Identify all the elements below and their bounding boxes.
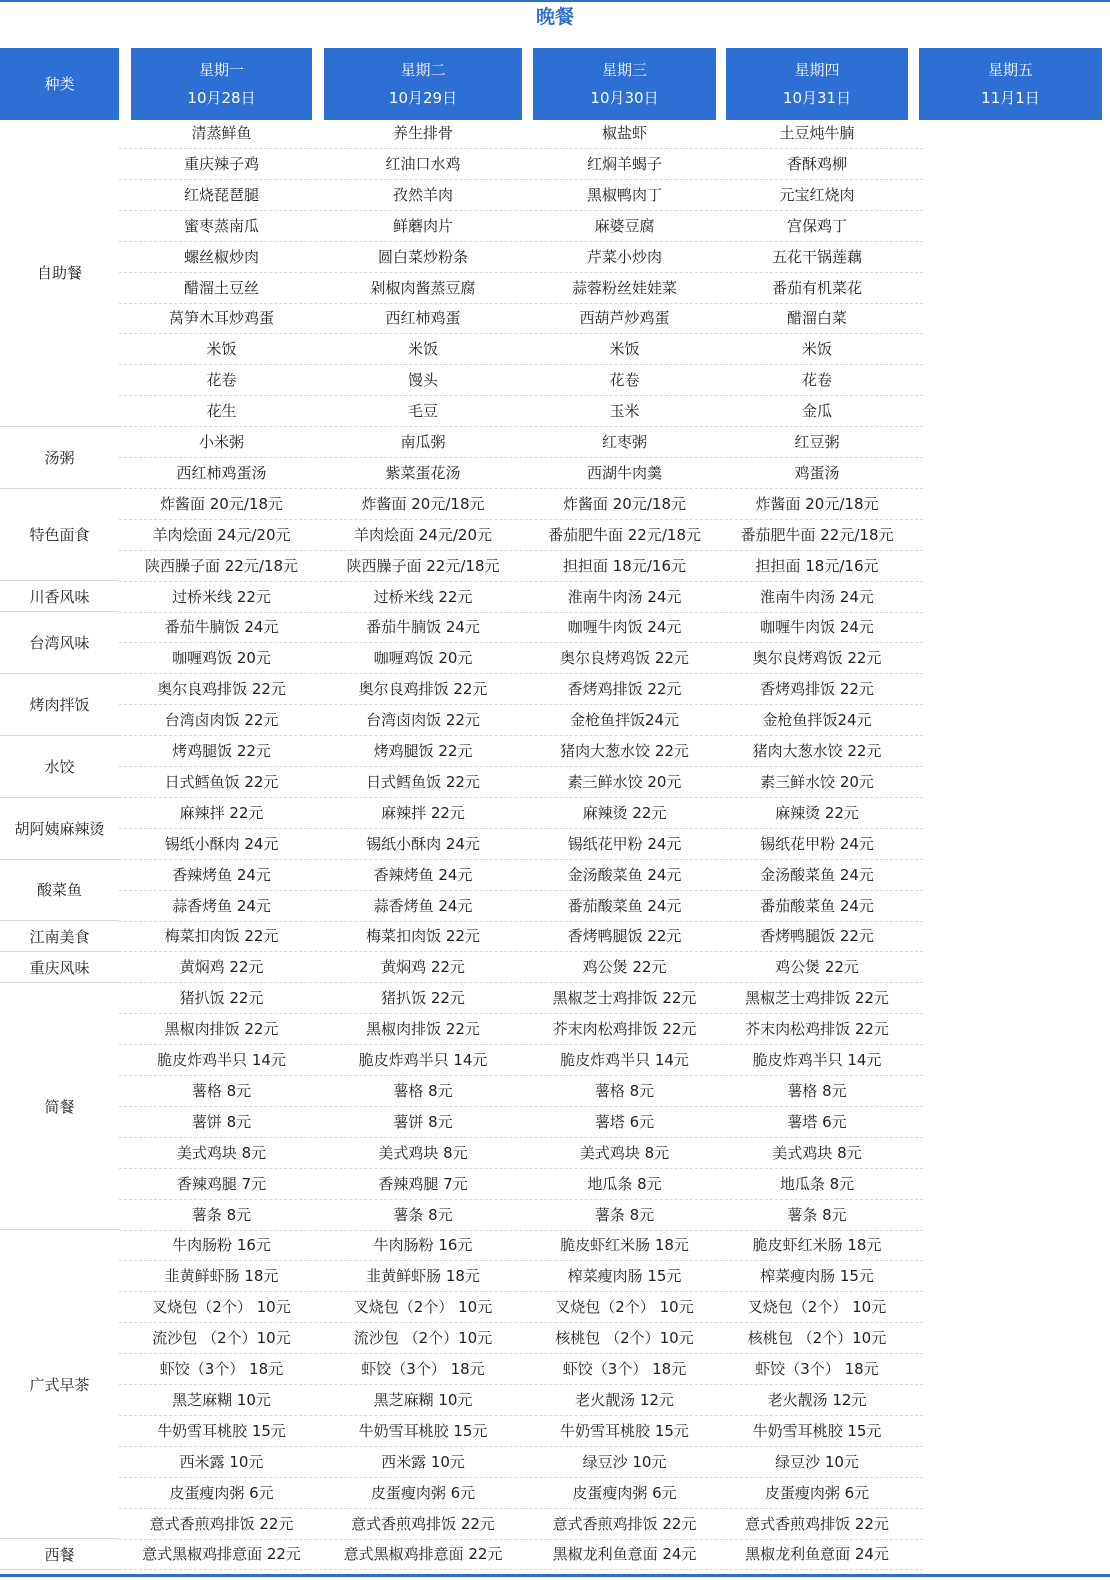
menu-item-day-2: 红油口水鸡 (385, 154, 461, 173)
menu-item-day-4: 猪肉大葱水饺 22元 (752, 742, 882, 760)
menu-item-day-4: 黑椒龙利鱼意面 24元 (745, 1545, 889, 1564)
menu-item-day-3: 西湖牛肉羹 (586, 463, 662, 482)
table-row (119, 1230, 923, 1261)
category-label: 简餐 (44, 1097, 75, 1116)
menu-item-day-1: 陕西臊子面 22元/18元 (145, 556, 298, 575)
menu-item-day-2: 黑椒肉排饭 22元 (366, 1020, 480, 1039)
menu-item-day-1: 花生 (206, 402, 237, 421)
header-date: 10月28日 (187, 89, 256, 107)
category-cell (0, 427, 119, 489)
menu-item-day-3: 牛奶雪耳桃胶 15元 (560, 1421, 689, 1440)
menu-item-day-2: 馒头 (407, 371, 438, 390)
table-row (119, 1416, 923, 1447)
menu-item-day-2: 养生排骨 (392, 124, 453, 142)
menu-item-day-4: 脆皮虾红米肠 18元 (752, 1236, 882, 1255)
menu-item-day-3: 猪肉大葱水饺 22元 (560, 742, 689, 760)
menu-item-day-2: 梅菜扣肉饭 22元 (366, 927, 480, 946)
menu-item-day-1: 皮蛋瘦肉粥 6元 (169, 1483, 274, 1502)
menu-item-day-4: 叉烧包（2个） 10元 (747, 1298, 887, 1317)
menu-item-day-1: 过桥米线 22元 (172, 587, 271, 606)
table-row (119, 1107, 923, 1138)
menu-item-day-3: 脆皮炸鸡半只 14元 (560, 1051, 689, 1069)
header-date: 10月30日 (590, 89, 659, 107)
menu-item-day-1: 流沙包 （2个）10元 (152, 1329, 291, 1348)
table-row (119, 921, 923, 952)
category-label: 特色面食 (29, 526, 90, 545)
menu-item-day-2: 羊肉烩面 24元/20元 (354, 525, 492, 544)
category-label: 汤粥 (44, 448, 75, 467)
menu-item-day-4: 地瓜条 8元 (779, 1174, 855, 1193)
menu-item-day-1: 小米粥 (198, 433, 244, 451)
header-date: 11月1日 (981, 89, 1040, 107)
menu-item-day-4: 担担面 18元/16元 (755, 556, 879, 575)
header-weekday: 星期三 (601, 61, 647, 79)
menu-item-day-2: 蒜香烤鱼 24元 (373, 896, 473, 915)
menu-item-day-3: 虾饺（3个） 18元 (562, 1360, 687, 1378)
table-row (119, 1292, 923, 1323)
menu-item-day-3: 咖喱牛肉饭 24元 (567, 618, 682, 637)
table-row (119, 1539, 923, 1570)
menu-item-day-2: 日式鳕鱼饭 22元 (366, 772, 480, 791)
menu-item-day-3: 芹菜小炒肉 (586, 247, 662, 266)
menu-item-day-2: 韭黄鲜虾肠 18元 (366, 1267, 480, 1286)
menu-item-day-2: 烤鸡腿饭 22元 (373, 742, 473, 760)
menu-item-day-4: 薯条 8元 (787, 1205, 847, 1224)
menu-item-day-3: 地瓜条 8元 (587, 1174, 662, 1193)
menu-item-day-4: 香烤鸭腿饭 22元 (760, 927, 874, 946)
header-date: 10月29日 (388, 89, 458, 107)
menu-item-day-4: 花卷 (801, 371, 832, 390)
menu-item-day-2: 薯格 8元 (393, 1081, 453, 1100)
menu-item-day-2: 炸酱面 20元/18元 (361, 494, 485, 513)
menu-item-day-3: 薯条 8元 (594, 1205, 655, 1224)
menu-item-day-1: 红烧琵琶腿 (183, 185, 259, 204)
menu-item-day-2: 陕西臊子面 22元/18元 (346, 556, 500, 575)
menu-item-day-2: 番茄牛腩饭 24元 (366, 618, 480, 637)
menu-item-day-1: 炸酱面 20元/18元 (160, 494, 283, 513)
menu-item-day-4: 土豆炖牛腩 (779, 124, 855, 142)
menu-item-day-4: 美式鸡块 8元 (772, 1143, 862, 1162)
table-row (119, 736, 923, 767)
category-cell (0, 860, 119, 922)
header-weekday: 星期一 (198, 61, 244, 79)
menu-item-day-3: 红枣粥 (601, 433, 647, 451)
table-row (119, 1323, 923, 1354)
menu-item-day-1: 螺丝椒炒肉 (183, 247, 259, 266)
menu-item-day-3: 叉烧包（2个） 10元 (555, 1298, 694, 1317)
menu-item-day-2: 皮蛋瘦肉粥 6元 (370, 1483, 476, 1502)
table-row (119, 396, 923, 427)
menu-item-day-3: 黑椒龙利鱼意面 24元 (552, 1545, 697, 1564)
menu-item-day-2: 西米露 10元 (381, 1452, 465, 1471)
category-cell (0, 582, 119, 613)
menu-item-day-2: 黑芝麻糊 10元 (373, 1390, 473, 1409)
menu-item-day-3: 奥尔良烤鸡饭 22元 (560, 649, 689, 668)
menu-item-day-2: 薯饼 8元 (393, 1112, 453, 1131)
menu-item-day-4: 麻辣烫 22元 (775, 803, 859, 822)
menu-item-day-2: 香辣鸡腿 7元 (378, 1174, 468, 1193)
header-weekday: 星期二 (400, 61, 446, 79)
menu-item-day-1: 薯格 8元 (191, 1081, 252, 1100)
menu-item-day-2: 薯条 8元 (393, 1205, 453, 1224)
menu-item-day-4: 绿豆沙 10元 (775, 1452, 859, 1471)
menu-item-day-1: 台湾卤肉饭 22元 (164, 711, 279, 730)
header-day-4 (726, 48, 908, 120)
menu-item-day-3: 锡纸花甲粉 24元 (567, 834, 682, 853)
category-label: 西餐 (44, 1545, 75, 1564)
menu-item-day-1: 黑芝麻糊 10元 (172, 1390, 271, 1409)
table-row (119, 798, 923, 829)
table-row (119, 1509, 923, 1540)
table-row (119, 273, 923, 304)
menu-item-day-4: 咖喱牛肉饭 24元 (760, 618, 874, 637)
menu-item-day-1: 意式香煎鸡排饭 22元 (149, 1514, 294, 1533)
menu-item-day-1: 意式黑椒鸡排意面 22元 (142, 1545, 301, 1564)
menu-item-day-2: 过桥米线 22元 (373, 587, 473, 606)
menu-item-day-1: 蒜香烤鱼 24元 (172, 896, 271, 915)
table-row (119, 582, 923, 613)
menu-item-day-2: 美式鸡块 8元 (378, 1143, 468, 1162)
menu-item-day-1: 香辣鸡腿 7元 (176, 1174, 267, 1193)
table-row (119, 1200, 923, 1231)
table-row (119, 1076, 923, 1107)
menu-item-day-1: 黑椒肉排饭 22元 (164, 1020, 279, 1039)
menu-item-day-4: 元宝红烧肉 (779, 185, 855, 204)
table-row (119, 303, 923, 334)
menu-item-day-2: 流沙包 （2个）10元 (353, 1329, 493, 1348)
category-label: 酸菜鱼 (36, 881, 82, 900)
menu-item-day-2: 西红柿鸡蛋 (385, 309, 461, 328)
menu-item-day-4: 老火靓汤 12元 (767, 1390, 867, 1409)
table-row (119, 211, 923, 242)
menu-item-day-2: 黄焖鸡 22元 (381, 958, 465, 977)
table-row (119, 983, 923, 1014)
menu-item-day-2: 意式黑椒鸡排意面 22元 (343, 1545, 503, 1564)
table-row (119, 891, 923, 922)
menu-item-day-2: 虾饺（3个） 18元 (361, 1360, 485, 1378)
menu-item-day-3: 芥末肉松鸡排饭 22元 (552, 1020, 697, 1039)
menu-item-day-4: 番茄肥牛面 22元/18元 (740, 525, 894, 544)
menu-item-day-4: 脆皮炸鸡半只 14元 (752, 1051, 882, 1069)
menu-item-day-2: 毛豆 (407, 402, 438, 421)
header-weekday: 星期五 (987, 61, 1033, 79)
menu-item-day-3: 麻辣烫 22元 (582, 803, 667, 822)
menu-item-day-4: 核桃包 （2个）10元 (747, 1329, 887, 1348)
menu-item-day-4: 奥尔良烤鸡饭 22元 (752, 649, 882, 668)
menu-item-day-4: 薯格 8元 (787, 1081, 847, 1100)
menu-item-day-1: 薯饼 8元 (191, 1112, 252, 1131)
menu-item-day-4: 金枪鱼拌饭24元 (762, 711, 872, 730)
menu-item-day-1: 米饭 (206, 340, 237, 359)
menu-item-day-3: 鸡公煲 22元 (582, 958, 667, 977)
menu-item-day-2: 米饭 (407, 340, 438, 359)
table-row (119, 1169, 923, 1200)
menu-item-day-3: 绿豆沙 10元 (582, 1452, 667, 1471)
category-cell (0, 674, 119, 736)
menu-item-day-3: 淮南牛肉汤 24元 (567, 587, 682, 606)
menu-item-day-3: 老火靓汤 12元 (575, 1390, 674, 1409)
category-label: 自助餐 (36, 263, 82, 282)
table-row (119, 1385, 923, 1416)
category-cell (0, 489, 119, 582)
category-cell (0, 798, 119, 860)
menu-item-day-3: 麻婆豆腐 (594, 216, 655, 235)
table-row (119, 1045, 923, 1076)
menu-item-day-1: 羊肉烩面 24元/20元 (152, 525, 291, 544)
menu-item-day-4: 素三鲜水饺 20元 (760, 772, 874, 791)
menu-item-day-3: 香烤鸡排饭 22元 (567, 680, 682, 699)
header-day-5 (919, 48, 1102, 120)
menu-item-day-4: 炸酱面 20元/18元 (755, 494, 879, 513)
menu-item-day-3: 西葫芦炒鸡蛋 (579, 309, 670, 328)
menu-item-day-3: 薯格 8元 (594, 1081, 655, 1100)
menu-item-day-4: 榨菜瘦肉肠 15元 (760, 1267, 874, 1286)
menu-item-day-3: 素三鲜水饺 20元 (567, 772, 682, 791)
table-row (119, 489, 923, 520)
menu-item-day-3: 担担面 18元/16元 (563, 556, 686, 575)
category-cell (0, 1539, 119, 1570)
menu-item-day-4: 芥末肉松鸡排饭 22元 (745, 1020, 889, 1039)
menu-item-day-3: 蒜蓉粉丝娃娃菜 (571, 278, 677, 297)
menu-item-day-2: 牛肉肠粉 16元 (373, 1236, 473, 1255)
menu-item-day-2: 剁椒肉酱蒸豆腐 (370, 278, 476, 297)
menu-item-day-2: 圆白菜炒粉条 (377, 247, 468, 266)
menu-item-day-2: 脆皮炸鸡半只 14元 (358, 1051, 488, 1069)
category-label: 重庆风味 (29, 958, 90, 977)
menu-item-day-3: 番茄肥牛面 22元/18元 (548, 525, 701, 544)
menu-item-day-4: 番茄酸菜鱼 24元 (760, 896, 874, 915)
menu-item-day-3: 花卷 (609, 371, 640, 390)
category-label: 广式早茶 (29, 1375, 90, 1394)
menu-item-day-1: 莴笋木耳炒鸡蛋 (168, 309, 274, 328)
table-row (119, 612, 923, 643)
menu-item-day-3: 皮蛋瘦肉粥 6元 (572, 1483, 677, 1502)
menu-item-day-1: 醋溜土豆丝 (183, 278, 259, 297)
menu-item-day-3: 脆皮虾红米肠 18元 (560, 1236, 689, 1255)
header-day-3 (533, 48, 716, 120)
table-row (119, 674, 923, 705)
table-row (119, 551, 923, 582)
header-category-label: 种类 (44, 75, 75, 93)
menu-item-day-3: 红焖羊蝎子 (586, 154, 662, 173)
header-day-1 (131, 48, 312, 120)
table-row (119, 118, 923, 149)
menu-item-day-2: 叉烧包（2个） 10元 (353, 1298, 493, 1317)
menu-item-day-3: 玉米 (609, 402, 640, 421)
menu-item-day-1: 梅菜扣肉饭 22元 (164, 927, 279, 946)
category-label: 台湾风味 (29, 634, 90, 653)
table-row (119, 149, 923, 180)
menu-item-day-3: 黑椒鸭肉丁 (586, 185, 662, 204)
category-cell (0, 983, 119, 1230)
category-cell (0, 921, 119, 952)
menu-item-day-3: 榨菜瘦肉肠 15元 (567, 1267, 682, 1286)
menu-item-day-1: 咖喱鸡饭 20元 (172, 649, 271, 668)
menu-item-day-2: 台湾卤肉饭 22元 (366, 711, 480, 730)
menu-item-day-1: 西米露 10元 (179, 1452, 264, 1471)
menu-item-day-4: 意式香煎鸡排饭 22元 (745, 1514, 889, 1533)
menu-item-day-1: 叉烧包（2个） 10元 (152, 1298, 291, 1317)
menu-item-day-1: 麻辣拌 22元 (179, 803, 264, 822)
header-day-2 (324, 48, 522, 120)
table-row (119, 365, 923, 396)
menu-item-day-1: 番茄牛腩饭 24元 (164, 618, 279, 637)
menu-item-day-1: 猪扒饭 22元 (179, 989, 264, 1008)
table-row (119, 520, 923, 551)
table-row (119, 1447, 923, 1478)
menu-item-day-1: 牛奶雪耳桃胶 15元 (157, 1421, 286, 1440)
menu-item-day-3: 黑椒芝士鸡排饭 22元 (552, 989, 697, 1008)
category-cell (0, 118, 119, 427)
menu-item-day-4: 鸡蛋汤 (794, 463, 840, 482)
table-row (119, 427, 923, 458)
table-row (119, 952, 923, 983)
menu-item-day-4: 牛奶雪耳桃胶 15元 (752, 1421, 882, 1440)
menu-item-day-3: 香烤鸭腿饭 22元 (567, 927, 682, 946)
table-row (119, 242, 923, 273)
menu-item-day-4: 香烤鸡排饭 22元 (760, 680, 874, 699)
menu-item-day-4: 宫保鸡丁 (786, 216, 847, 235)
menu-item-day-4: 米饭 (801, 340, 832, 359)
header-weekday: 星期四 (794, 61, 840, 79)
menu-item-day-4: 香酥鸡柳 (786, 154, 847, 173)
menu-item-day-2: 鲜蘑肉片 (392, 216, 453, 235)
table-row (119, 1138, 923, 1169)
menu-item-day-1: 奥尔良鸡排饭 22元 (157, 680, 286, 699)
category-cell (0, 1230, 119, 1539)
menu-item-day-4: 薯塔 6元 (787, 1112, 847, 1131)
menu-item-day-1: 韭黄鲜虾肠 18元 (164, 1267, 279, 1286)
category-cell (0, 612, 119, 674)
menu-item-day-1: 香辣烤鱼 24元 (172, 865, 271, 884)
category-label: 江南美食 (29, 927, 90, 946)
menu-item-day-1: 蜜枣蒸南瓜 (183, 216, 259, 235)
menu-item-day-3: 薯塔 6元 (594, 1112, 655, 1131)
menu-item-day-3: 意式香煎鸡排饭 22元 (552, 1514, 697, 1533)
menu-item-day-2: 紫菜蛋花汤 (385, 463, 461, 482)
menu-item-day-2: 麻辣拌 22元 (381, 803, 465, 822)
table-row (119, 705, 923, 736)
table-row (119, 334, 923, 365)
menu-item-day-1: 薯条 8元 (191, 1205, 252, 1224)
table-row (119, 767, 923, 798)
menu-item-day-3: 美式鸡块 8元 (579, 1143, 670, 1162)
menu-item-day-4: 金汤酸菜鱼 24元 (760, 865, 874, 884)
menu-item-day-4: 鸡公煲 22元 (775, 958, 859, 977)
category-cell (0, 736, 119, 798)
menu-item-day-4: 番茄有机菜花 (771, 278, 862, 297)
menu-item-day-4: 淮南牛肉汤 24元 (760, 587, 874, 606)
menu-item-day-3: 番茄酸菜鱼 24元 (567, 896, 682, 915)
menu-item-day-2: 猪扒饭 22元 (381, 989, 465, 1008)
category-cell (0, 952, 119, 983)
menu-item-day-4: 锡纸花甲粉 24元 (760, 834, 874, 853)
table-row (119, 643, 923, 674)
table-row (119, 458, 923, 489)
menu-item-day-3: 核桃包 （2个）10元 (555, 1329, 694, 1348)
menu-item-day-1: 烤鸡腿饭 22元 (172, 742, 271, 760)
bottom-rule (0, 1574, 1110, 1577)
header-category (0, 48, 119, 120)
table-row (119, 1478, 923, 1509)
menu-item-day-2: 意式香煎鸡排饭 22元 (351, 1514, 495, 1533)
menu-item-day-1: 重庆辣子鸡 (183, 154, 259, 173)
menu-item-day-1: 黄焖鸡 22元 (179, 958, 264, 977)
menu-item-day-1: 西红柿鸡蛋汤 (176, 463, 267, 482)
table-row (119, 1354, 923, 1385)
table-row (119, 1261, 923, 1292)
menu-item-day-2: 锡纸小酥肉 24元 (366, 834, 480, 853)
table-row (119, 180, 923, 211)
menu-item-day-1: 日式鳕鱼饭 22元 (164, 772, 279, 791)
menu-item-day-3: 炸酱面 20元/18元 (563, 494, 686, 513)
menu-item-day-3: 米饭 (609, 340, 640, 359)
menu-item-day-4: 五花干锅莲藕 (771, 247, 862, 266)
menu-item-day-1: 美式鸡块 8元 (176, 1143, 267, 1162)
menu-item-day-2: 南瓜粥 (400, 433, 446, 451)
page-title: 晚餐 (535, 6, 574, 28)
category-label: 胡阿姨麻辣烫 (14, 819, 105, 838)
menu-item-day-3: 椒盐虾 (601, 124, 647, 142)
menu-item-day-1: 牛肉肠粉 16元 (172, 1236, 271, 1255)
menu-item-day-2: 奥尔良鸡排饭 22元 (358, 680, 488, 699)
menu-item-day-3: 金枪鱼拌饭24元 (569, 711, 680, 730)
menu-item-day-4: 醋溜白菜 (786, 309, 847, 328)
menu-item-day-1: 清蒸鲜鱼 (191, 124, 252, 142)
menu-item-day-1: 锡纸小酥肉 24元 (164, 834, 279, 853)
menu-item-day-1: 虾饺（3个） 18元 (159, 1360, 284, 1378)
category-label: 川香风味 (29, 587, 90, 606)
menu-item-day-1: 脆皮炸鸡半只 14元 (157, 1051, 286, 1069)
menu-item-day-4: 皮蛋瘦肉粥 6元 (764, 1483, 870, 1502)
table-row (119, 829, 923, 860)
menu-item-day-2: 香辣烤鱼 24元 (373, 865, 473, 884)
menu-item-day-2: 咖喱鸡饭 20元 (373, 649, 473, 668)
menu-item-day-3: 金汤酸菜鱼 24元 (567, 865, 682, 884)
menu-item-day-4: 虾饺（3个） 18元 (755, 1360, 879, 1378)
table-row (119, 1014, 923, 1045)
menu-item-day-2: 牛奶雪耳桃胶 15元 (358, 1421, 488, 1440)
table-row (119, 860, 923, 891)
menu-item-day-4: 红豆粥 (794, 433, 840, 451)
menu-item-day-1: 花卷 (206, 371, 237, 390)
category-label: 烤肉拌饭 (29, 696, 90, 715)
category-label: 水饺 (44, 757, 75, 776)
menu-item-day-4: 黑椒芝士鸡排饭 22元 (745, 989, 889, 1008)
header-date: 10月31日 (782, 89, 852, 107)
menu-item-day-4: 金瓜 (801, 402, 832, 421)
menu-item-day-2: 孜然羊肉 (392, 185, 453, 204)
